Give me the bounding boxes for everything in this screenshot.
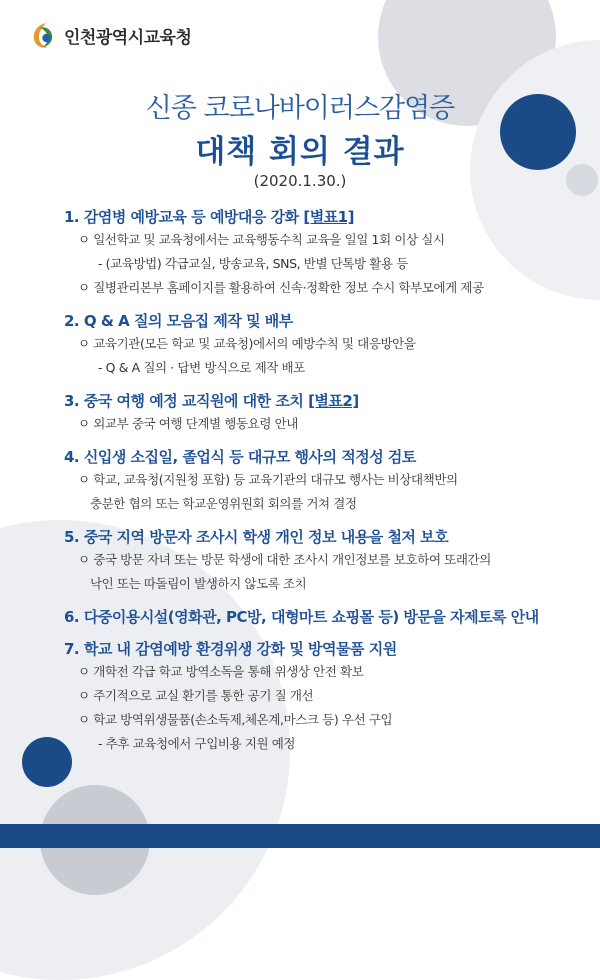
list-item: ㅇ 일선학교 및 교육청에서는 교육행동수칙 교육을 일일 1회 이상 실시	[78, 232, 445, 247]
section-title-4	[64, 446, 544, 468]
list-item: ㅇ 외교부 중국 여행 단계별 행동요령 안내	[78, 416, 298, 431]
section-title-text: 1. 감염병 예방교육 등 예방대응 강화	[64, 208, 299, 226]
page-title-line2: 대책 회의 결과	[195, 134, 405, 170]
section-title-2	[64, 310, 544, 332]
list-item: ㅇ 주기적으로 교실 환기를 통한 공기 질 개선	[78, 688, 314, 703]
section-title-5	[64, 526, 544, 548]
appendix-link-1[interactable]: [별표1]	[303, 208, 354, 226]
list-sub-item: - 추후 교육청에서 구입비용 지원 예정	[98, 736, 296, 751]
section-title-text: 4. 신입생 소집일, 졸업식 등 대규모 행사의 적정성 검토	[64, 448, 416, 466]
list-item: ㅇ 개학전 각급 학교 방역소독을 통해 위생상 안전 확보	[78, 664, 364, 679]
section-title-text: 6. 다중이용시설(영화관, PC방, 대형마트 쇼핑몰 등) 방문을 자제토록 안내	[64, 608, 539, 626]
section-title-6	[64, 606, 544, 628]
section-title-7	[64, 638, 544, 660]
content-body	[64, 206, 544, 756]
list-item: ㅇ 학교 방역위생물품(손소독제,체온계,마스크 등) 우선 구입	[78, 712, 393, 727]
section-title-3	[64, 390, 544, 412]
section-title-text: 2. Q & A 질의 모음집 제작 및 배부	[64, 312, 293, 330]
page-title-line1: 신종 코로나바이러스감염증	[145, 93, 455, 124]
section-title-1	[64, 206, 544, 228]
list-item-continuation: 낙인 또는 따돌림이 발생하지 않도록 조치	[90, 576, 307, 591]
section-title-text: 7. 학교 내 감염예방 환경위생 강화 및 방역물품 지원	[64, 640, 397, 658]
org-emblem-icon	[30, 20, 58, 50]
list-item-continuation: 충분한 협의 또는 학교운영위원회 회의를 거쳐 결정	[90, 496, 357, 511]
org-logo	[30, 20, 191, 50]
list-item: ㅇ 학교, 교육청(지원청 포함) 등 교육기관의 대규모 행사는 비상대책반의	[78, 472, 458, 487]
list-item: ㅇ 질병관리본부 홈페이지를 활용하여 신속·정확한 정보 수시 학부모에게 제공	[78, 280, 484, 295]
org-name: 인천광역시교육청	[64, 27, 192, 48]
appendix-link-2[interactable]: [별표2]	[308, 392, 359, 410]
list-sub-item: - (교육방법) 각급교실, 방송교육, SNS, 반별 단톡방 활용 등	[98, 256, 408, 271]
section-title-text: 5. 중국 지역 방문자 조사시 학생 개인 정보 내용을 철저 보호	[64, 528, 449, 546]
list-item: ㅇ 중국 방문 자녀 또는 방문 학생에 대한 조사시 개인정보를 보호하여 또래간의	[78, 552, 491, 567]
footer-bar	[0, 824, 600, 848]
meeting-date: (2020.1.30.)	[253, 172, 347, 190]
list-sub-item: - Q & A 질의 · 답변 방식으로 제작 배포	[98, 360, 305, 375]
section-title-text: 3. 중국 여행 예정 교직원에 대한 조치	[64, 392, 304, 410]
list-item: ㅇ 교육기관(모든 학교 및 교육청)에서의 예방수칙 및 대응방안을	[78, 336, 416, 351]
